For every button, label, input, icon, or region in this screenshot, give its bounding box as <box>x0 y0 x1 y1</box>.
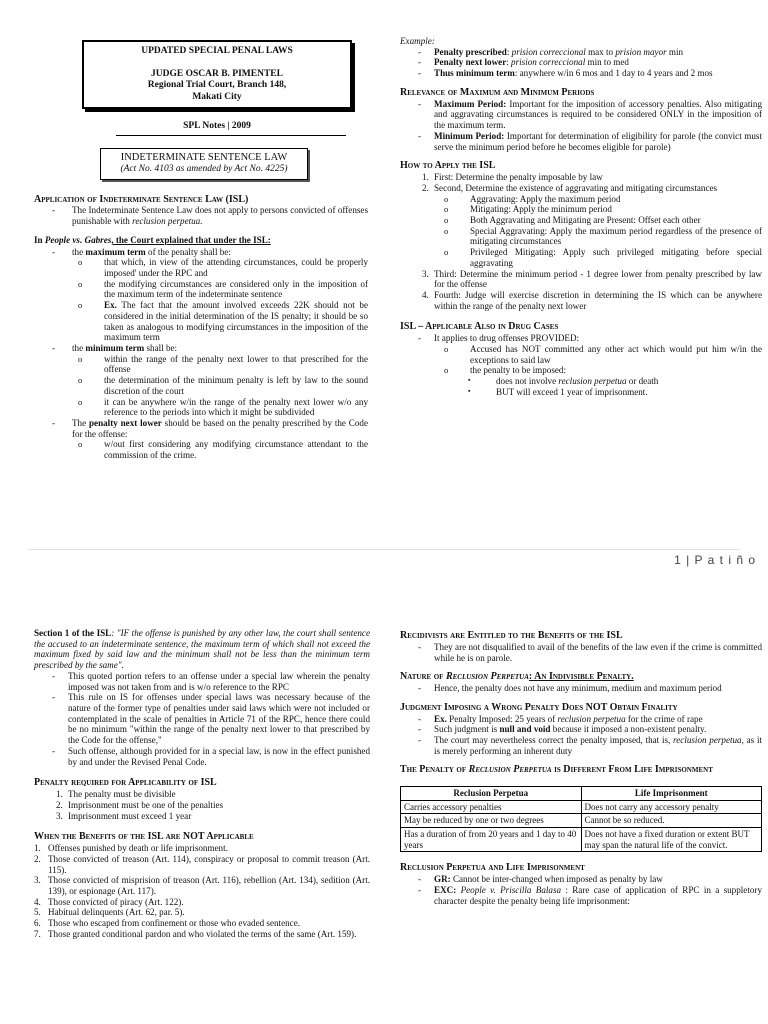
document-title: UPDATED SPECIAL PENAL LAWS <box>141 46 293 56</box>
application-item: - The Indeterminate Sentence Law does not apply to persons convicted of offenses punishable with reclusion perpetua. <box>34 205 368 226</box>
example-item-3: - Thus minimum term: anywhere w/in 6 mos and 1 day to 4 years and 2 mos <box>400 68 762 79</box>
table-cell: Does not carry any accessory penalty <box>581 800 762 814</box>
table-header: Reclusion Perpetua <box>401 787 582 801</box>
city-name: Makati City <box>192 91 242 102</box>
isl-title: INDETERMINATE SENTENCE LAW <box>120 152 288 164</box>
rp-life-exc: - EXC: People v. Priscilla Balasa : Rare case of application of RPC in a suppletory character despite the penalty being life imprisonment: <box>400 885 762 906</box>
judgment-heading: Judgment Imposing a Wrong Penalty Does NOT Obtain Finality <box>400 701 678 713</box>
table-cell: Cannot be so reduced. <box>581 814 762 828</box>
comparison-table-wrap <box>400 786 762 852</box>
min-sub-1: o within the range of the penalty next lower to that prescribed for the offense <box>34 354 368 375</box>
drug-bullet-2: ▪ BUT will exceed 1 year of imprisonment. <box>400 387 762 398</box>
max-sub-3: o Ex. The fact that the amount involved exceeds 22K should not be considered in the initial determination of the IS penalty; it should be so taken as analogous to modifying circumstances in the imposition of the maximum term <box>34 300 368 343</box>
isl-subtitle: (Act No. 4103 as amended by Act No. 4225) <box>120 164 288 175</box>
how-sub-aggravating: o Aggravating: Apply the maximum period <box>400 194 762 205</box>
next-lower-item: - The penalty next lower should be based on the penalty prescribed by the Code for the offense: <box>34 418 368 439</box>
table-row <box>401 814 762 828</box>
relevance-heading: Relevance of Maximum and Minimum Periods <box>400 86 595 98</box>
requirement-2: 2. Imprisonment must be one of the penalties <box>56 799 224 810</box>
drug-sub-2: o the penalty to be imposed: <box>400 365 762 376</box>
how-sub-mitigating: o Mitigating: Apply the minimum period <box>400 204 762 215</box>
judgment-item-2: - Such judgment is null and void because it imposed a non-existent penalty. <box>400 724 762 735</box>
not-applicable-7: 7. Those granted conditional pardon and who violated the terms of the same (Art. 159). <box>34 928 357 939</box>
drug-bullet-1: ▪ does not involve reclusion perpetua or death <box>400 376 762 387</box>
page2-left-column <box>34 628 370 940</box>
table-header-row <box>401 787 762 801</box>
how-sub-special: o Special Aggravating: Apply the maximum period regardless of the presence of mitigating circumstances <box>400 226 762 247</box>
rp-life-gr: - GR: Cannot be inter-changed when imposed as penalty by law <box>400 874 762 885</box>
not-applicable-5: 5. Habitual delinquents (Art. 62, par. 5). <box>34 907 185 918</box>
difference-heading: The Penalty of Reclusion Perpetua is Different From Life Imprisonment <box>400 764 713 776</box>
how-step-4: 4. Fourth: Judge will exercise discretion in determining the IS which can be anywhere within the range of the penalty next lower <box>422 289 762 311</box>
how-step-1: 1. First: Determine the penalty imposable by law <box>422 172 603 183</box>
min-sub-2: o the determination of the minimum penalty is left by law to the sound discretion of the court <box>34 375 368 396</box>
not-applicable-2: 2. Those convicted of treason (Art. 114), conspiracy or proposal to commit treason (Art. 115). <box>34 853 370 875</box>
isl-title-box <box>100 148 308 180</box>
max-sub-1: o that which, in view of the attending circumstances, could be properly imposed' under the RPC and <box>34 257 368 278</box>
relevance-item-max: - Maximum Period: Important for the imposition of accessory penalties. Also mitigating and aggravating circumstances is required to be considered ONLY in the imposition of the maximum term. <box>400 99 762 131</box>
how-sub-both: o Both Aggravating and Mitigating are Present: Offset each other <box>400 215 762 226</box>
relevance-item-min: - Minimum Period: Important for determination of eligibility for parole (the convict must serve the minimum period before he becomes eligible for parole) <box>400 131 762 152</box>
next-lower-sub: o w/out first considering any modifying circumstance attendant to the commission of the crime. <box>34 439 368 460</box>
max-sub-2: o the modifying circumstances are considered only in the imposition of the maximum term of the indeterminate sentence <box>34 279 368 300</box>
nature-heading: Nature of Reclusion Perpetua: An Indivisible Penalty. <box>400 671 634 683</box>
section1-item-2: - This rule on IS for offenses under special laws was necessary because of the nature of the former type of penalties under said laws which were not included or contemplated in the scale of penalties in Article 71 of the RPC, hence there could be no minimum "within the range of the penalty next lower to that prescribed by the Code for the offense," <box>34 692 370 746</box>
how-sub-privileged: o Privileged Mitigating: Apply such privileged mitigating before special aggravating <box>400 247 762 268</box>
rp-life-heading: Reclusion Perpetua and Life Imprisonment <box>400 862 585 874</box>
min-sub-3: o it can be anywhere w/in the range of the penalty next lower w/o any reference to the periods into which it might be subdivided <box>34 397 368 418</box>
example-label: Example: <box>400 36 435 46</box>
example-item-1: - Penalty prescribed: prision correccional max to prision mayor min <box>400 47 762 58</box>
page1-right-column <box>400 36 762 398</box>
section1-item-3: - Such offense, although provided for in a special law, is now in the effect punished by and under the Revised Penal Code. <box>34 746 370 767</box>
drug-sub-1: o Accused has NOT committed any other act which would put him w/in the exceptions to said law <box>400 344 762 365</box>
comparison-table <box>400 786 762 852</box>
not-applicable-4: 4. Those convicted of piracy (Art. 122). <box>34 896 184 907</box>
recidivists-heading: Recidivists are Entitled to the Benefits of the ISL <box>400 630 623 641</box>
requirement-3: 3. Imprisonment must exceed 1 year <box>56 810 192 821</box>
author-name: JUDGE OSCAR B. PIMENTEL <box>151 69 283 80</box>
table-row <box>401 828 762 852</box>
how-step-2: 2. Second, Determine the existence of aggravating and mitigating circumstances <box>422 182 718 193</box>
table-cell: May be reduced by one or two degrees <box>401 814 582 828</box>
section1-quote: Section 1 of the ISL: "IF the offense is punished by any other law, the court shall sentence the accused to an indeterminate sentence, the maximum term of which shall not exceed the maximum fixed by said law and the minimum shall not be less than the minimum term prescribed by the same". <box>34 628 370 671</box>
application-heading: Application of Indeterminate Sentence Law (ISL) <box>34 193 249 205</box>
page-footer-rule <box>28 549 740 550</box>
page1-left-column <box>34 40 368 461</box>
nature-item: - Hence, the penalty does not have any minimum, medium and maximum period <box>400 683 762 694</box>
not-applicable-6: 6. Those who escaped from confinement or those who evaded sentence. <box>34 918 301 929</box>
table-row <box>401 800 762 814</box>
table-cell: Has a duration of from 20 years and 1 day to 40 years <box>401 828 582 852</box>
page2-right-column <box>400 630 762 906</box>
max-term-item: - the maximum term of the penalty shall be: <box>34 247 368 258</box>
penalty-required-heading: Penalty required for Applicability of ISL <box>34 777 217 789</box>
min-term-item: - the minimum term shall be: <box>34 343 368 354</box>
court-name: Regional Trial Court, Branch 148, <box>147 80 287 91</box>
table-cell: Carries accessory penalties <box>401 800 582 814</box>
how-step-3: 3. Third: Determine the minimum period - 1 degree lower from penalty prescribed by law for the offense <box>422 268 762 290</box>
not-applicable-1: 1. Offenses punished by death or life imprisonment. <box>34 843 228 854</box>
not-applicable-3: 3. Those convicted of misprision of treason (Art. 116), rebellion (Art. 134), sedition (Art. 139), or espionage (Art. 117). <box>34 875 370 896</box>
spl-notes-label: SPL Notes | 2009 <box>183 120 251 131</box>
table-cell: Does not have a fixed duration or extent BUT may span the natural life of the convict. <box>581 828 762 852</box>
gabres-line: In People vs. Gabres, the Court explained that under the ISL: <box>34 234 271 245</box>
not-applicable-heading: When the Benefits of the ISL are NOT Applicable <box>34 831 254 843</box>
requirement-1: 1. The penalty must be divisible <box>56 789 176 800</box>
section1-item-1: - This quoted portion refers to an offense under a special law wherein the penalty imposed was not taken from and is w/o reference to the RPC <box>34 671 370 692</box>
judgment-item-3: - The court may nevertheless correct the penalty imposed, that is, reclusion perpetua, as it is merely performing an inherent duty <box>400 735 762 756</box>
how-to-apply-heading: How to Apply the ISL <box>400 160 496 172</box>
page-number: 1 | P a t i ñ o <box>674 553 756 567</box>
drug-item: - It applies to drug offenses PROVIDED: <box>400 333 762 344</box>
document-title-box <box>82 40 352 109</box>
judgment-item-1: - Ex. Penalty Imposed: 25 years of reclusion perpetua for the crime of rape <box>400 714 762 725</box>
notes-underline <box>116 135 346 136</box>
example-item-2: - Penalty next lower: prision correccional min to med <box>400 57 762 68</box>
recidivists-item: - They are not disqualified to avail of the benefits of the law even if the crime is committed while he is on parole. <box>400 642 762 663</box>
drug-cases-heading: ISL – Applicable Also in Drug Cases <box>400 321 559 333</box>
table-header: Life Imprisonment <box>581 787 762 801</box>
